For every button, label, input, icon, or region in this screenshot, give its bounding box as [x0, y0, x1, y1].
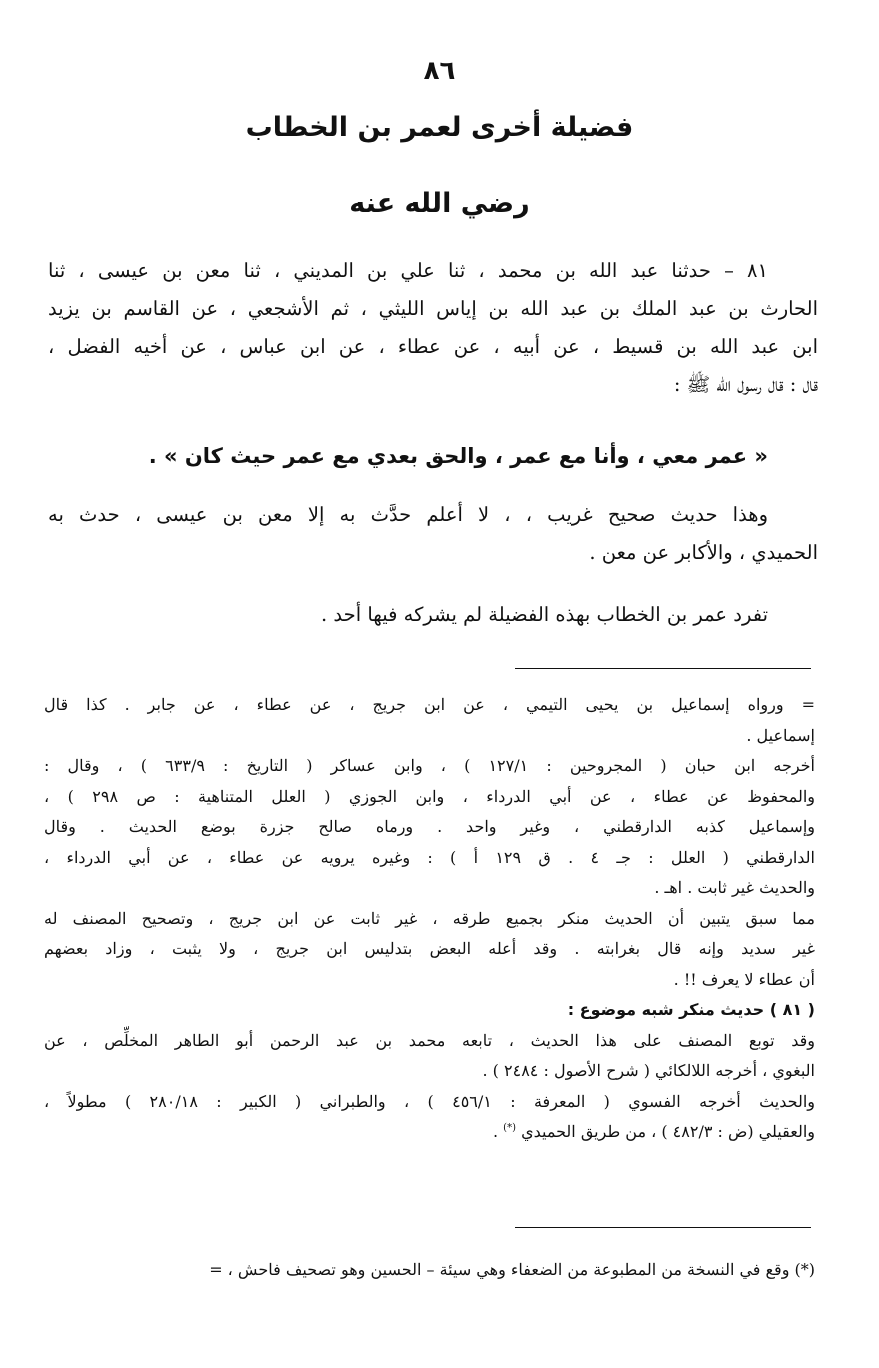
- footnote: (*) وقع في النسخة من المطبوعة من الضعفاء وهي سيئة – الحسين وهو تصحيف فاحش ، =: [209, 1260, 815, 1279]
- hadith-commentary: [48, 496, 818, 572]
- note-line: والحديث أخرجه الفسوي ( المعرفة : ٤٥٦/١ ) ، والطبراني ( الكبير : ٢٨٠/١٨ ) مطولاً ،: [44, 1091, 815, 1111]
- note-line: والحديث غير ثابت . اهـ .: [654, 878, 815, 897]
- note-line: الدارقطني ( العلل : جـ ٤ . ق ١٢٩ أ ) : وغيره يرويه عن عطاء ، عن أبي الدرداء ،: [44, 847, 815, 867]
- chain-line: ابن عبد الله بن قسيط ، عن أبيه ، عن عطاء ، عن ابن عباس ، عن أخيه الفضل ،: [48, 335, 818, 358]
- closing-line: تفرد عمر بن الخطاب بهذه الفضيلة لم يشركه فيها أحد .: [321, 603, 768, 626]
- chain-line: الحارث بن عبد الملك بن عبد الله بن إياس الليثي ، ثم الأشجعي ، عن القاسم بن يزيد: [48, 297, 818, 320]
- hadith-grading: ( ٨١ ) حديث منكر شبه موضوع :: [567, 1000, 815, 1019]
- note-line: وإسماعيل كذبه الدارقطني ، وغير واحد . ورماه صالح جزرة بوضع الحديث . وقال: [44, 817, 815, 836]
- note-line: والمحفوظ عن عطاء ، عن أبي الدرداء ، وابن الجوزي ( العلل المتناهية : ص ٢٩٨ ) ،: [44, 786, 815, 806]
- note-line: وقد توبع المصنف على هذا الحديث ، تابعه محمد بن عبد الرحمن أبو الطاهر المخلِّص ، عن: [44, 1030, 815, 1050]
- commentary-line: وهذا حديث صحيح غريب ، ، لا أعلم حدَّث به إلا معن بن عيسى ، حدث به: [48, 503, 768, 526]
- note-line: أن عطاء لا يعرف !! .: [673, 969, 815, 989]
- footnote-divider: [515, 1227, 811, 1228]
- chain-line: ٨١ – حدثنا عبد الله بن محمد ، ثنا علي بن المديني ، ثنا معن بن عيسى ، ثنا: [48, 259, 768, 282]
- page-number: ٨٦: [423, 56, 456, 86]
- note-line: غير سديد وإنه قال بغرابته . وقد أعله البعض بتدليس ابن جريج ، ولا يثبت ، وزاد بعضهم: [44, 939, 815, 958]
- last-line-text: والعقيلي (ض : ٤٨٢/٣ ) ، من طريق الحميدي: [521, 1122, 815, 1141]
- chapter-title: فضيلة أخرى لعمر بن الخطاب: [245, 112, 634, 143]
- closing-remark: [48, 596, 818, 634]
- note-line: مما سبق يتبين أن الحديث منكر بجميع طرقه ، غير ثابت عن ابن جريج ، وتصحيح المصنف له: [44, 908, 815, 928]
- last-line-end: .: [493, 1122, 504, 1141]
- note-line: أخرجه ابن حبان ( المجروحين : ١٢٧/١ ) ، وابن عساكر ( التاريخ : ٦٣٣/٩ ) ، وقال :: [44, 756, 815, 775]
- chapter-subtitle: رضي الله عنه: [349, 188, 530, 219]
- hadith-text: [48, 436, 818, 476]
- hadith-matn: « عمر معي ، وأنا مع عمر ، والحق بعدي مع عمر حيث كان » .: [148, 444, 768, 468]
- footnote-marker: (*): [503, 1122, 516, 1134]
- note-line: = ورواه إسماعيل بن يحيى التيمي ، عن ابن جريج ، عن عطاء ، عن جابر . كذا قال: [44, 695, 815, 714]
- note-line-last: [44, 1117, 815, 1148]
- note-line: البغوي ، أخرجه اللالكائي ( شرح الأصول : ٢٤٨٤ ) .: [482, 1061, 815, 1080]
- commentary-line: الحميدي ، والأكابر عن معن .: [589, 541, 818, 564]
- note-line: إسماعيل .: [746, 725, 815, 745]
- editor-notes: [44, 690, 815, 1148]
- chain-line: قال : قال رسول الله ﷺ :: [673, 373, 818, 396]
- notes-divider: [515, 668, 811, 669]
- hadith-chain: [48, 252, 818, 404]
